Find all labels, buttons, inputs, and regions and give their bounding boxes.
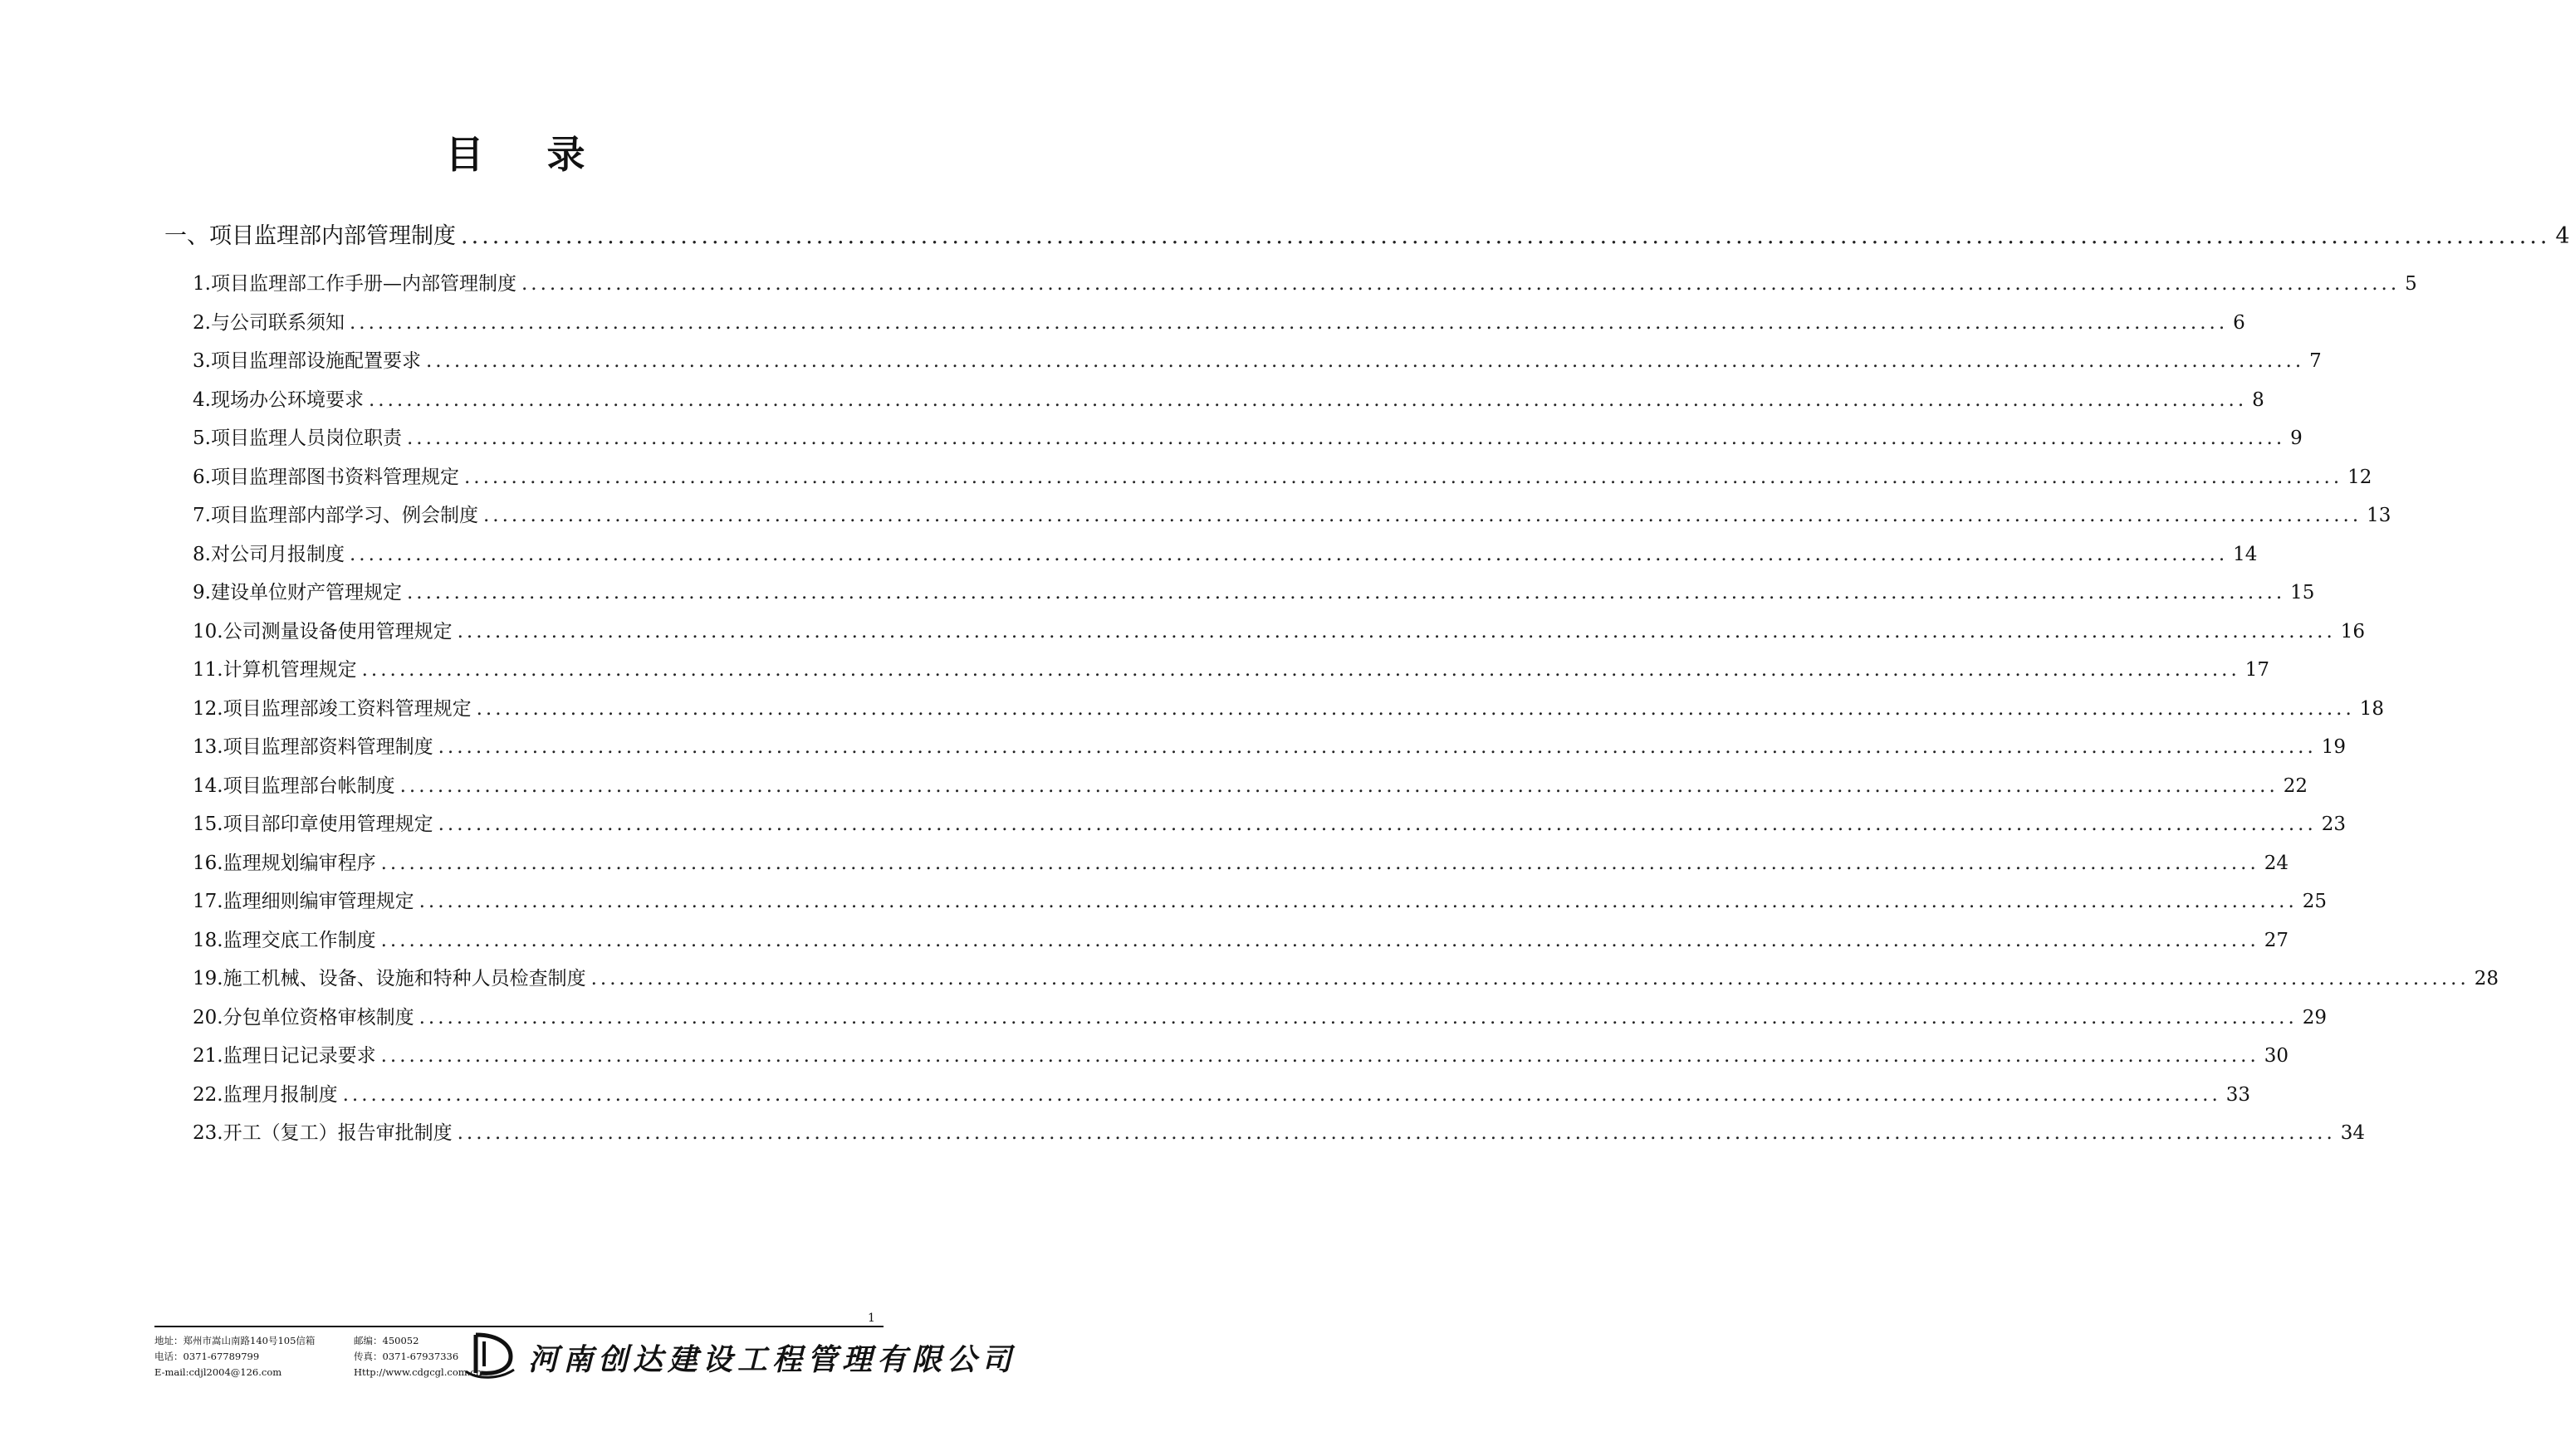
toc-entry[interactable] [193,500,2391,526]
toc-dot-leader: ........................................................................................................................................................................................................ [425,350,2305,372]
toc-entry[interactable] [193,654,2270,681]
page-title [0,125,1030,179]
toc-entry-label: 13.项目监理部资料管理制度 [193,736,433,758]
toc-dot-leader: ........................................................................................................................................................................................................ [380,929,2259,951]
toc-entry-label: 7.项目监理部内部学习、例会制度 [193,505,478,526]
toc-dot-leader: ........................................................................................................................................................................................................ [482,505,2362,526]
toc-entry-label: 23.开工（复工）报告审批制度 [193,1122,453,1144]
toc-entry-page-number: 8 [2252,388,2264,411]
page-title-char-1: 目 [445,132,484,177]
page-title-char-2: 录 [546,132,585,177]
toc-dot-leader: ........................................................................................................................................................................................................ [476,697,2355,720]
toc-entry-page-number: 7 [2309,350,2322,372]
toc-entry-label: 17.监理细则编审管理规定 [193,891,414,912]
footer-website: Http://www.cdgcgl.com.cn [354,1366,482,1378]
toc-entry[interactable] [193,809,2347,835]
toc-entry-page-number: 15 [2290,582,2315,603]
toc-entry[interactable] [193,1040,2289,1067]
toc-entry[interactable] [193,886,2328,912]
footer-contact-info [154,1333,482,1380]
toc-entry-label: 10.公司测量设备使用管理规定 [193,620,453,642]
toc-dot-leader: ........................................................................................................................................................................................................ [368,388,2248,411]
toc-entry-label: 16.监理规划编审程序 [193,852,376,874]
toc-entry[interactable] [193,423,2303,449]
toc-entry-label: 21.监理日记记录要求 [193,1045,376,1067]
toc-entry-page-number: 9 [2290,428,2303,449]
company-name: 河南创达建设工程管理有限公司 [528,1343,1017,1377]
page-number: 1 [868,1312,875,1325]
toc-entry-page-number: 27 [2264,929,2289,951]
toc-entry[interactable] [193,462,2372,488]
toc-entry[interactable] [193,770,2308,797]
toc-entry[interactable] [193,1117,2366,1144]
toc-dot-leader: ........................................................................................................................................................................................................ [399,774,2279,797]
toc-entry-label: 4.现场办公环境要求 [193,388,364,411]
toc-entry-label: 一、项目监理部内部管理制度 [164,223,456,249]
toc-entry-page-number: 14 [2233,543,2258,565]
toc-entry-label: 12.项目监理部竣工资料管理规定 [193,697,472,720]
toc-dot-leader: ........................................................................................................................................................................................................ [463,466,2343,488]
company-logo [461,1331,519,1380]
toc-entry-page-number: 18 [2359,697,2385,720]
toc-section-entry[interactable] [164,217,2570,249]
toc-entry-page-number: 17 [2244,659,2270,681]
toc-dot-leader: ........................................................................................................................................................................................................ [349,543,2229,565]
toc-entry-page-number: 19 [2321,736,2347,758]
toc-dot-leader: ........................................................................................................................................................................................................ [438,736,2317,758]
toc-entry-page-number: 4 [2555,223,2570,249]
footer-postcode: 邮编：450052 [354,1335,419,1346]
toc-entry-label: 8.对公司月报制度 [193,543,345,565]
toc-dot-leader: ........................................................................................................................................................................................................ [342,1083,2221,1106]
toc-entry-label: 15.项目部印章使用管理规定 [193,814,433,835]
toc-entry-page-number: 5 [2405,273,2417,295]
toc-entry-page-number: 34 [2340,1122,2366,1144]
footer-phone: 电话：0371-67789799 [154,1351,260,1362]
toc-entry-label: 14.项目监理部台帐制度 [193,774,395,797]
toc-entry[interactable] [193,963,2499,989]
footer-divider [154,1326,884,1327]
footer-fax: 传真：0371-67937336 [354,1351,459,1362]
toc-dot-leader: ........................................................................................................................................................................................................ [361,659,2240,681]
toc-dot-leader: ........................................................................................................................................................................................................ [380,1045,2259,1067]
toc-entry-page-number: 6 [2233,311,2245,334]
toc-entry-page-number: 30 [2264,1045,2289,1067]
toc-entry-label: 19.施工机械、设备、设施和特种人员检查制度 [193,968,586,989]
toc-entry-label: 3.项目监理部设施配置要求 [193,350,421,372]
toc-dot-leader: ........................................................................................................................................................................................................ [406,582,2286,603]
toc-entry[interactable] [193,345,2322,372]
toc-entry-page-number: 13 [2367,505,2391,526]
toc-entry-page-number: 33 [2225,1083,2251,1106]
toc-entry[interactable] [193,577,2315,603]
toc-dot-leader: ........................................................................................................................................................................................................ [461,223,2551,249]
toc-entry-label: 11.计算机管理规定 [193,659,357,681]
toc-dot-leader: ........................................................................................................................................................................................................ [438,814,2317,835]
footer-email: E-mail:cdjl2004@126.com [154,1366,282,1378]
toc-entry-label: 9.建设单位财产管理规定 [193,582,402,603]
toc-dot-leader: ........................................................................................................................................................................................................ [457,1122,2336,1144]
toc-entry[interactable] [193,925,2289,951]
toc-dot-leader: ........................................................................................................................................................................................................ [349,311,2229,334]
toc-entry-label: 2.与公司联系须知 [193,311,345,334]
toc-entry[interactable] [193,539,2258,565]
toc-entry[interactable] [193,693,2385,720]
toc-entry-label: 18.监理交底工作制度 [193,929,376,951]
toc-entry-page-number: 29 [2302,1006,2328,1028]
toc-entry-label: 1.项目监理部工作手册—内部管理制度 [193,273,516,295]
toc-entry-page-number: 12 [2347,466,2372,488]
toc-entry[interactable] [193,731,2347,758]
toc-entry[interactable] [193,307,2245,334]
toc-dot-leader: ........................................................................................................................................................................................................ [406,428,2286,449]
toc-entry[interactable] [193,384,2264,411]
toc-dot-leader: ........................................................................................................................................................................................................ [419,1006,2298,1028]
toc-entry-label: 20.分包单位资格审核制度 [193,1006,414,1028]
toc-entry-page-number: 16 [2340,620,2366,642]
toc-entry-label: 6.项目监理部图书资料管理规定 [193,466,459,488]
toc-entry-label: 5.项目监理人员岗位职责 [193,428,402,449]
toc-dot-leader: ........................................................................................................................................................................................................ [521,273,2401,295]
toc-entry[interactable] [193,1002,2328,1028]
toc-entry-label: 22.监理月报制度 [193,1083,338,1106]
toc-entry-page-number: 23 [2321,814,2347,835]
toc-entry-page-number: 22 [2283,774,2308,797]
toc-entry[interactable] [193,616,2366,642]
toc-entry[interactable] [193,848,2289,874]
toc-dot-leader: ........................................................................................................................................................................................................ [590,968,2470,989]
toc-dot-leader: ........................................................................................................................................................................................................ [419,891,2298,912]
toc-entry-page-number: 25 [2302,891,2328,912]
toc-entry-page-number: 24 [2264,852,2289,874]
toc-dot-leader: ........................................................................................................................................................................................................ [457,620,2336,642]
toc-entry[interactable] [193,268,2417,295]
toc-entry-page-number: 28 [2474,968,2499,989]
footer-address: 地址：郑州市嵩山南路140号105信箱 [154,1335,316,1346]
toc-entry[interactable] [193,1079,2251,1106]
toc-dot-leader: ........................................................................................................................................................................................................ [380,852,2259,874]
